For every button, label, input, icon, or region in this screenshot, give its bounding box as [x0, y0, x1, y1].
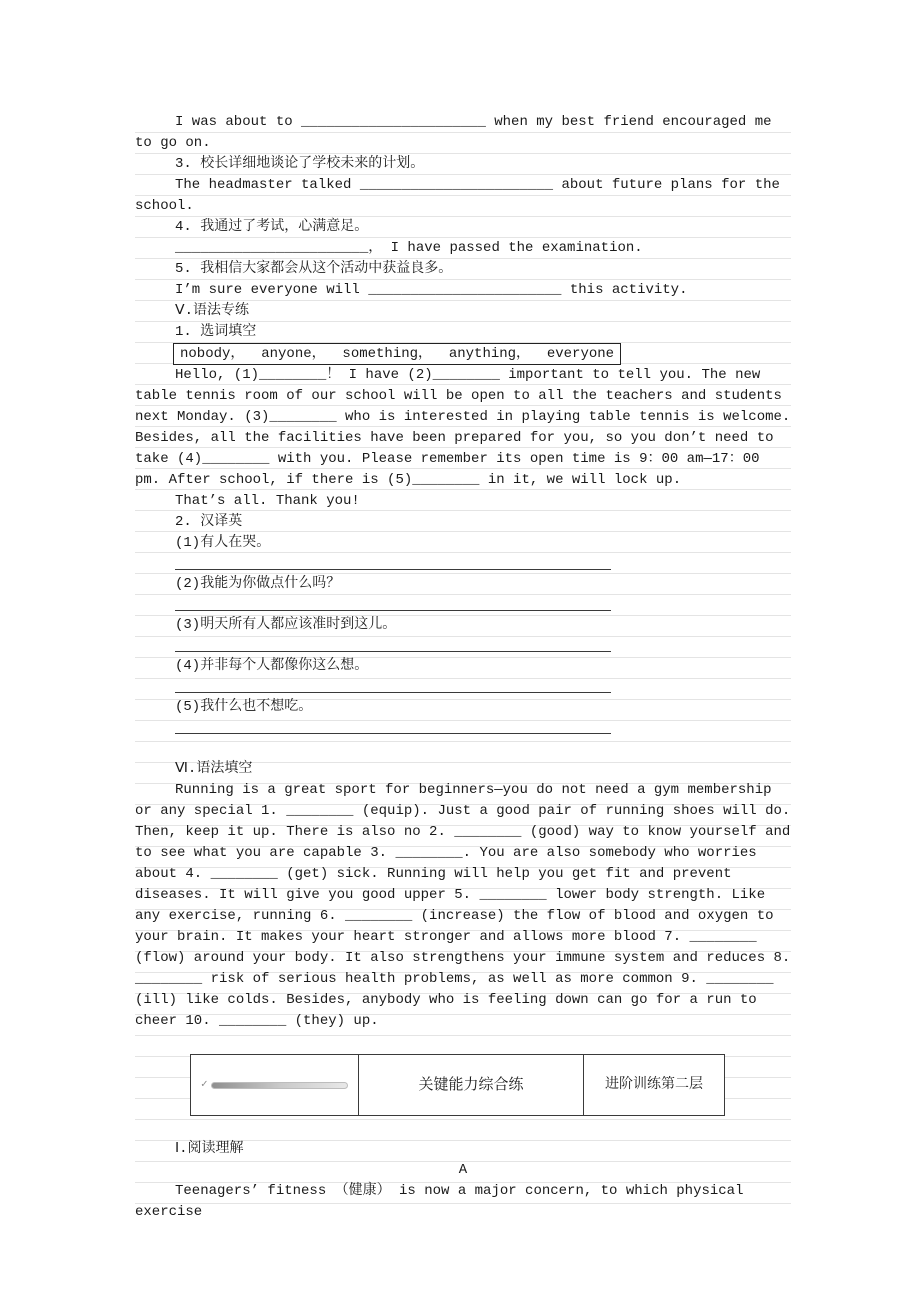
subsection-title-translation: 2. 汉译英	[175, 514, 243, 530]
answer-blank-line	[175, 677, 611, 693]
translation-item	[135, 697, 791, 734]
sentence-5-chinese: 5. 我相信大家都会从这个活动中获益良多。	[175, 261, 453, 277]
answer-blank-line	[175, 595, 611, 611]
translation-item	[135, 533, 791, 570]
worksheet-content	[135, 112, 791, 1223]
sentence-4-chinese: 4. 我通过了考试，心满意足。	[175, 219, 369, 235]
translation-prompt: (1)有人在哭。	[175, 535, 271, 551]
banner-title: 关键能力综合练	[359, 1055, 584, 1115]
translation-item	[135, 615, 791, 652]
word-bank-row	[135, 343, 791, 365]
banner-decoration-cell	[191, 1055, 359, 1115]
section-heading-reading: Ⅰ.阅读理解	[175, 1141, 244, 1157]
reading-passage-label: A	[458, 1162, 468, 1178]
sentence-3-chinese: 3. 校长详细地谈论了学校未来的计划。	[175, 156, 425, 172]
translation-prompt: (3)明天所有人都应该准时到这儿。	[175, 617, 397, 633]
word-bank-box: nobody， anyone， something， anything， everyone	[173, 343, 621, 365]
answer-blank-line	[175, 718, 611, 734]
answer-blank-line	[175, 636, 611, 652]
word-fill-passage: Hello, (1)________！ I have (2)________ important to tell you. The new table tennis room of our school will be open to all the teachers and students next Monday. (3)________ who is interested in playing table tennis is welcome. Besides, all the facilities have been prepared for you, so you don’t need to take (4)________ with you. Please remember its open time is 9：00 am—17：00 pm. After school, if there is (5)________ in it, we will lock up.	[135, 367, 791, 488]
sentence-2-english: I was about to ______________________ when my best friend encouraged me to go on.	[135, 114, 772, 151]
reading-passage-first-line: Teenagers’ fitness （健康） is now a major concern, to which physical exercise	[135, 1183, 744, 1220]
translation-prompt: (5)我什么也不想吃。	[175, 699, 313, 715]
decorative-bar	[211, 1082, 348, 1089]
banner-level-label: 进阶训练第二层	[605, 1076, 703, 1093]
grammar-fill-passage: Running is a great sport for beginners—you do not need a gym membership or any special 1. ________ (equip). Just a good pair of running shoes will do. Then, keep it up. There is also no 2. ________ (good) way to know yourself and to see what you are capable 3. ________. You are also somebody who worries about 4. ________ (get) sick. Running will help you get fit and prevent diseases. It will give you good upper 5. ________ lower body strength. Like any exercise, running 6. ________ (increase) the flow of blood and oxygen to your brain. It makes your heart stronger and allows more blood 7. ________ (flow) around your body. It also strengthens your immune system and reduces 8. ________ risk of serious health problems, as well as more common 9. ________ (ill) like colds. Besides, anybody who is feeling down can go for a run to cheer 10. ________ (they) up.	[135, 782, 791, 1029]
translation-item	[135, 656, 791, 693]
answer-blank-line	[175, 554, 611, 570]
subsection-title-word-fill: 1. 选词填空	[175, 324, 257, 340]
sentence-3-english: The headmaster talked _______________________ about future plans for the school.	[135, 177, 780, 214]
section-heading-grammar-practice: Ⅴ.语法专练	[175, 303, 249, 319]
word-fill-closing: That’s all. Thank you!	[175, 493, 360, 509]
sentence-4-english: _______________________， I have passed the examination.	[175, 240, 643, 256]
check-icon: ✓	[201, 1078, 208, 1091]
translation-prompt: (2)我能为你做点什么吗？	[175, 576, 341, 592]
sentence-5-english: I’m sure everyone will _______________________ this activity.	[175, 282, 688, 298]
section-heading-grammar-fill: Ⅵ.语法填空	[175, 761, 253, 777]
spacer	[135, 738, 791, 759]
section-banner	[190, 1054, 725, 1116]
translation-item	[135, 574, 791, 611]
translation-prompt: (4)并非每个人都像你这么想。	[175, 658, 369, 674]
